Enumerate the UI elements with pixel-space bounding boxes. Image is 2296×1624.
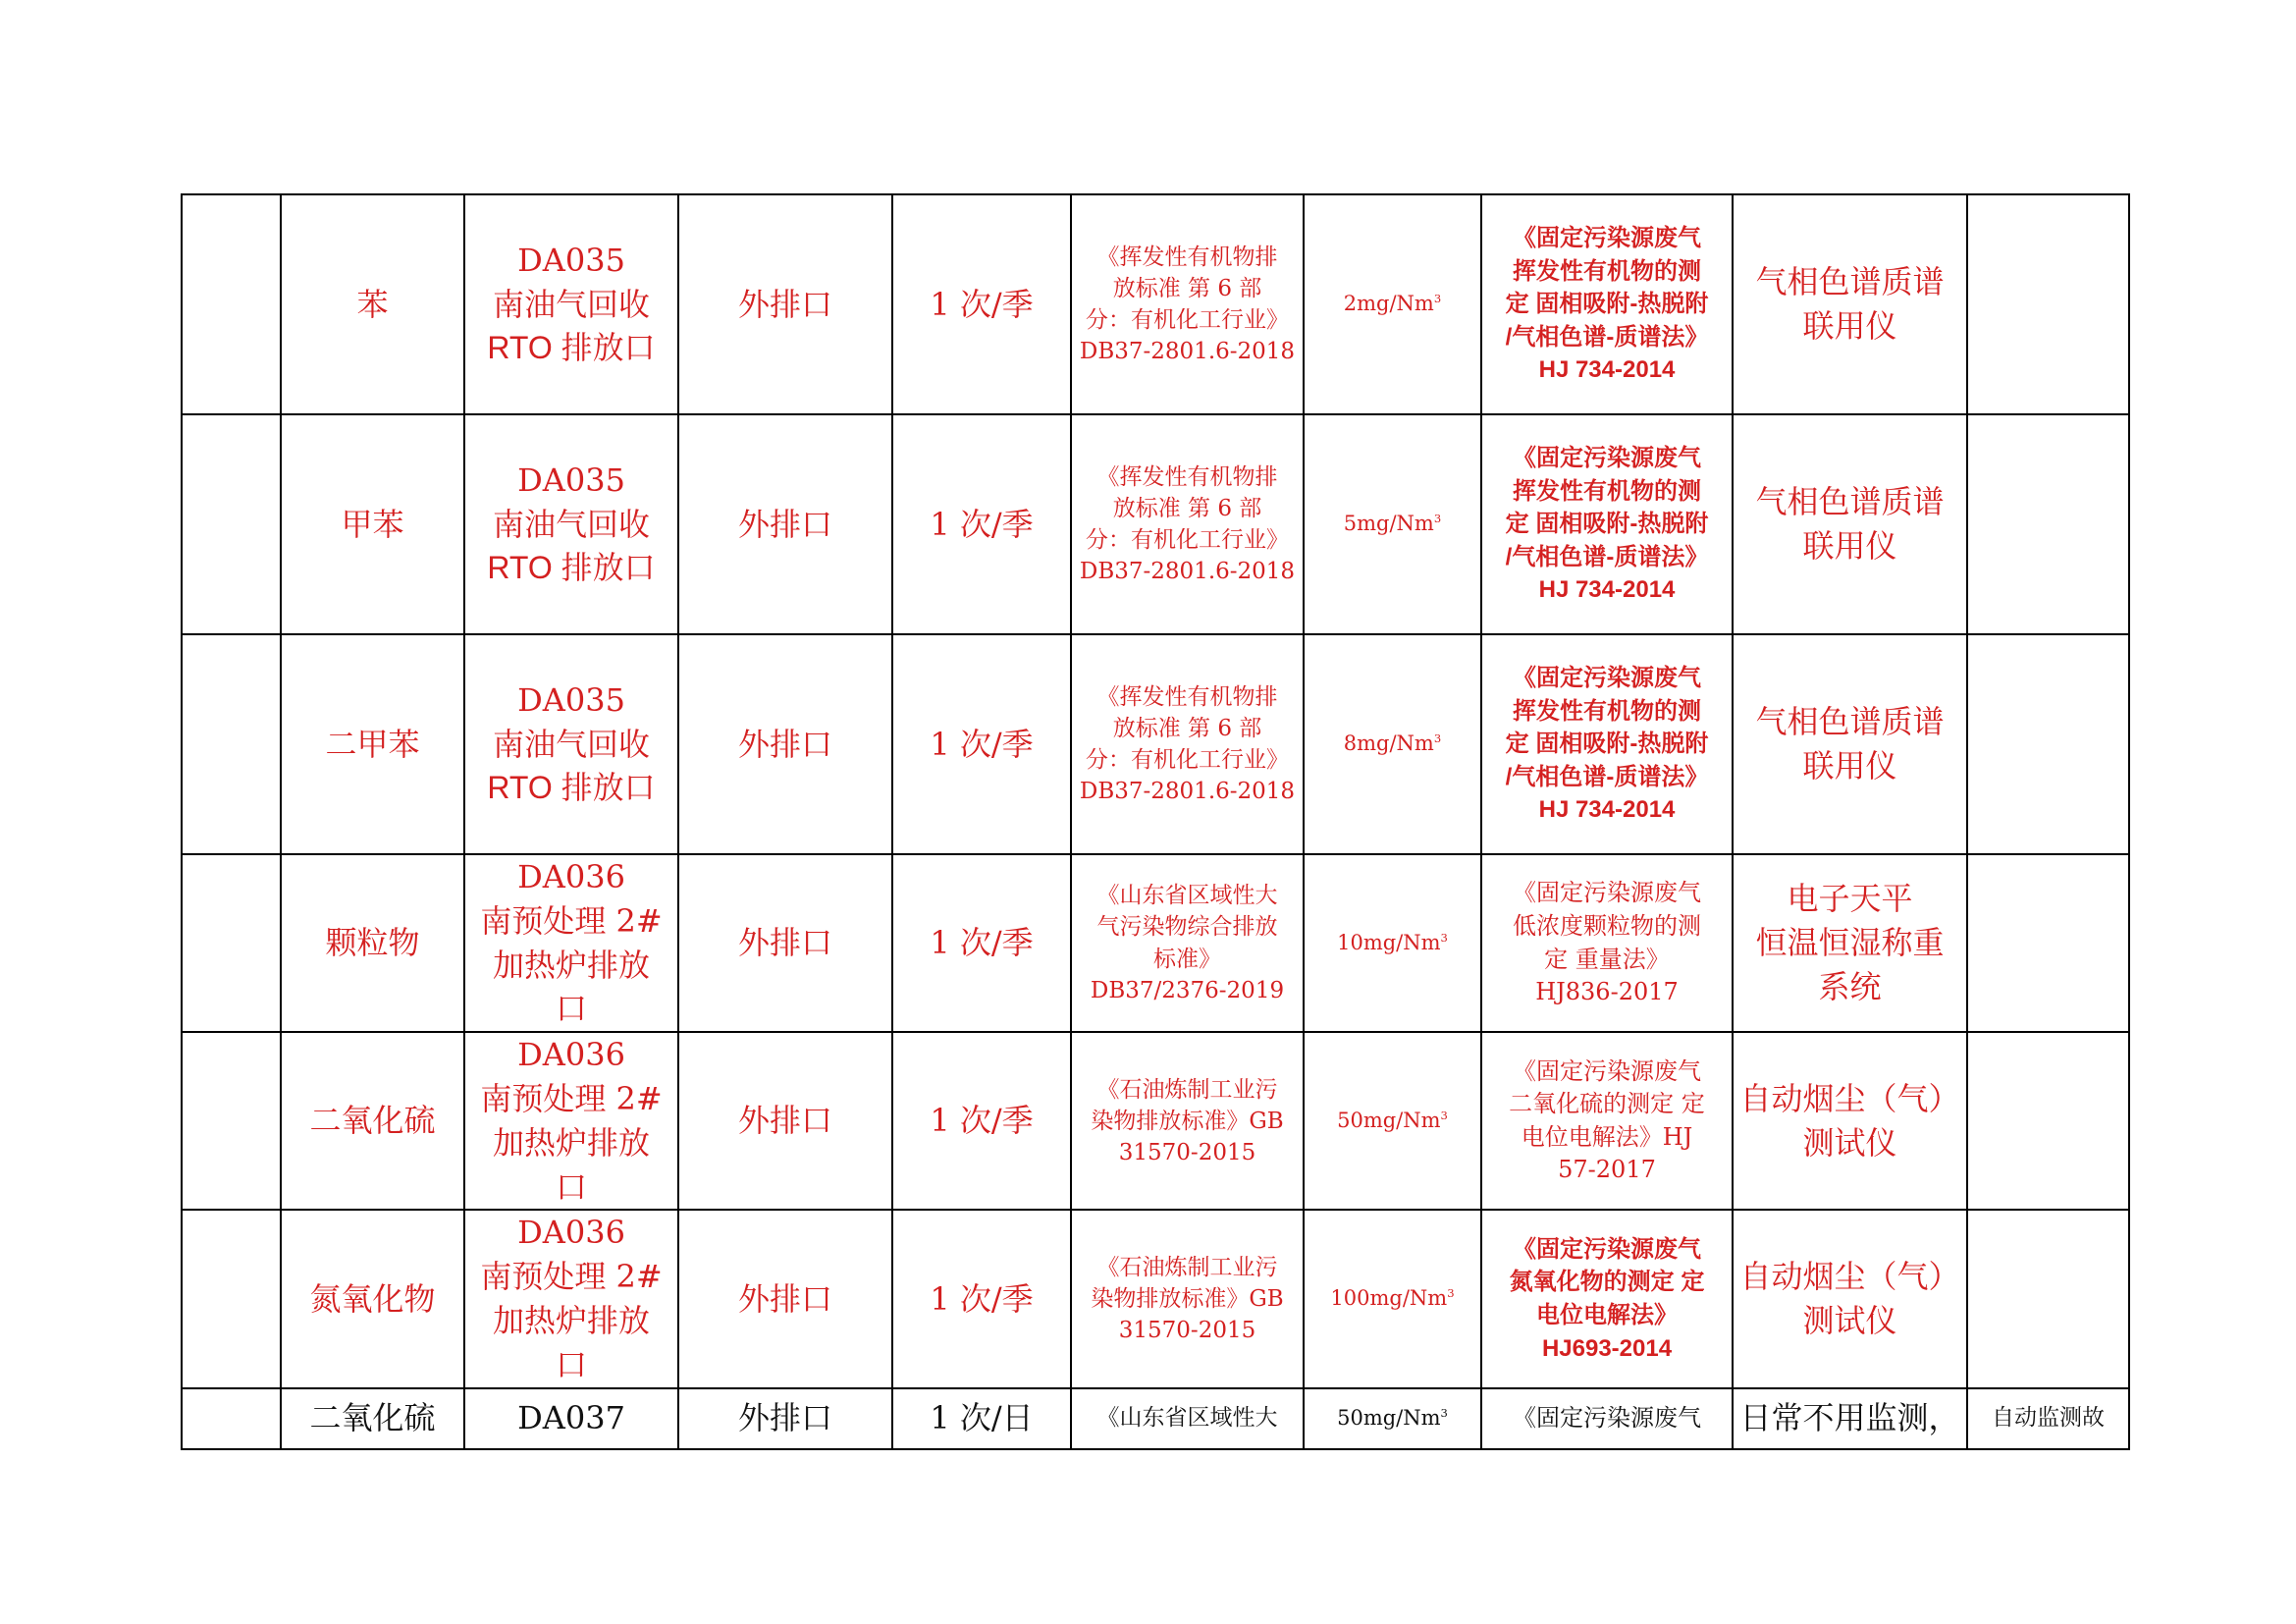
standard-cell [1071,1032,1304,1210]
cell-line: 定 固相吸附-热脱附 [1505,731,1709,758]
table-row [182,414,2129,634]
cell-line: 测试仪 [1802,1301,1897,1339]
frequency-cell: 1 次/季 [892,414,1071,634]
limit-cell [1304,194,1481,414]
outlet-line: 口 [555,1167,587,1206]
outlet-line: DA036 [517,1036,625,1074]
outlet-line: 口 [555,1345,587,1383]
cell-line: 联用仪 [1802,527,1897,565]
pollutant-cell: 二氧化硫 [281,1388,464,1449]
limit-value: 10mg/Nm [1337,930,1441,954]
limit-value: 5mg/Nm [1343,512,1434,536]
method-cell [1481,1210,1733,1387]
cell-line: 分：有机化工行业》 [1086,527,1289,553]
cell-line: 电子天平 [1787,880,1913,918]
cell-line: 染物排放标准》GB [1091,1285,1284,1312]
cell-line: 联用仪 [1802,307,1897,345]
cell-line: 放标准 第 6 部 [1112,495,1262,521]
note-cell [1967,1210,2129,1387]
outlet-line: DA035 [517,241,625,279]
limit-superscript: 3 [1440,1109,1448,1123]
cell-line: DB37/2376-2019 [1090,977,1285,1003]
cell-line: HJ836-2017 [1535,978,1679,1006]
cell-line: DB37-2801.6-2018 [1079,559,1296,585]
note-cell [1967,634,2129,854]
table-row [182,194,2129,414]
cell-line: 自动烟尘（气） [1739,1079,1960,1117]
pollutant-cell: 甲苯 [281,414,464,634]
table-row [182,1388,2129,1449]
outlet-cell [464,1210,678,1387]
instrument-cell [1733,1032,1967,1210]
cell-line: 二氧化硫的测定 定 [1509,1090,1705,1118]
pollutant-cell: 颗粒物 [281,854,464,1032]
outlet-line: 南油气回收 [492,725,650,763]
frequency-cell: 1 次/季 [892,1032,1071,1210]
frequency-cell: 1 次/季 [892,854,1071,1032]
cell-line: /气相色谱-质谱法》 [1505,763,1709,790]
outlet-line: DA036 [517,858,625,895]
outlet-cell [464,1032,678,1210]
cell-line: 《石油炼制工业污 [1096,1254,1278,1280]
location-cell: 外排口 [678,1210,892,1387]
cell-line: 分：有机化工行业》 [1086,307,1289,333]
table-body [182,194,2129,1449]
outlet-line: RTO 排放口 [487,330,656,366]
cell-line: HJ 734-2014 [1538,576,1676,604]
cell-line: 定 固相吸附-热脱附 [1505,511,1709,538]
cell-line: 低浓度颗粒物的测 [1513,912,1701,940]
note-cell [1967,1032,2129,1210]
limit-superscript: 3 [1447,1286,1455,1301]
frequency-cell: 1 次/日 [892,1388,1071,1449]
outlet-line: 加热炉排放 [492,946,650,984]
table-row [182,1032,2129,1210]
pollutant-cell: 二甲苯 [281,634,464,854]
limit-value: 50mg/Nm [1337,1109,1441,1133]
cell-line: 定 固相吸附-热脱附 [1505,291,1709,318]
monitoring-table [181,193,2130,1450]
outlet-cell [464,414,678,634]
cell-line: 挥发性有机物的测 [1513,477,1701,505]
pollutant-cell: 二氧化硫 [281,1032,464,1210]
cell-line: 《挥发性有机物排 [1096,244,1278,270]
limit-cell [1304,1388,1481,1449]
cell-line: 系统 [1818,967,1882,1005]
outlet-line: DA035 [517,680,625,719]
index-cell [182,634,281,854]
cell-line: 氮氧化物的测定 定 [1509,1269,1705,1296]
standard-cell [1071,854,1304,1032]
cell-line: 染物排放标准》GB [1091,1108,1284,1134]
index-cell [182,194,281,414]
cell-line: 《固定污染源废气 [1513,1235,1701,1263]
outlet-line: 南油气回收 [492,505,650,543]
outlet-line: DA037 [517,1399,625,1437]
cell-line: 气相色谱质谱 [1755,703,1945,741]
outlet-line: DA035 [517,460,625,499]
table-row [182,634,2129,854]
cell-line: 《固定污染源废气 [1513,445,1701,472]
frequency-cell: 1 次/季 [892,634,1071,854]
cell-line: 《挥发性有机物排 [1096,683,1278,710]
cell-line: 恒温恒湿称重 [1755,924,1945,962]
cell-line: 日常不用监测， [1739,1399,1960,1437]
outlet-line: RTO 排放口 [487,550,656,586]
method-cell [1481,1032,1733,1210]
outlet-line: RTO 排放口 [487,770,656,806]
limit-cell [1304,634,1481,854]
location-cell: 外排口 [678,194,892,414]
cell-line: /气相色谱-质谱法》 [1505,543,1709,570]
cell-line: HJ 734-2014 [1538,796,1676,824]
cell-line: 挥发性有机物的测 [1513,257,1701,285]
note-cell: 自动监测故 [1967,1388,2129,1449]
limit-superscript: 3 [1440,930,1448,945]
cell-line: 《固定污染源废气 [1513,1403,1701,1432]
cell-line: 电位电解法》HJ [1521,1122,1693,1151]
outlet-line: 口 [555,990,587,1028]
limit-superscript: 3 [1440,1405,1448,1420]
outlet-line: 南预处理 2# [480,1258,663,1296]
index-cell [182,1388,281,1449]
index-cell [182,1032,281,1210]
cell-line: 《固定污染源废气 [1513,225,1701,252]
limit-superscript: 3 [1433,731,1442,746]
cell-line: 分：有机化工行业》 [1086,747,1289,773]
cell-line: 31570-2015 [1118,1318,1256,1344]
standard-cell [1071,1388,1304,1449]
cell-line: HJ 734-2014 [1538,356,1676,384]
note-cell [1967,854,2129,1032]
cell-line: 放标准 第 6 部 [1112,715,1262,741]
cell-line: 《挥发性有机物排 [1096,463,1278,490]
note-cell [1967,194,2129,414]
location-cell: 外排口 [678,1032,892,1210]
note-cell [1967,414,2129,634]
method-cell [1481,194,1733,414]
table-row [182,1210,2129,1387]
cell-line: 挥发性有机物的测 [1513,697,1701,725]
outlet-line: 南油气回收 [492,285,650,323]
cell-line: 《固定污染源废气 [1513,665,1701,692]
instrument-cell [1733,414,1967,634]
outlet-cell [464,634,678,854]
method-cell [1481,414,1733,634]
cell-line: 气相色谱质谱 [1755,263,1945,301]
limit-superscript: 3 [1433,292,1442,306]
cell-line: 定 重量法》 [1544,945,1670,973]
limit-value: 2mg/Nm [1343,292,1434,316]
limit-cell [1304,414,1481,634]
outlet-cell [464,1388,678,1449]
instrument-cell [1733,1388,1967,1449]
pollutant-cell: 苯 [281,194,464,414]
frequency-cell: 1 次/季 [892,194,1071,414]
cell-line: 57-2017 [1558,1156,1656,1184]
cell-line: 气相色谱质谱 [1755,483,1945,521]
table-row [182,854,2129,1032]
index-cell [182,1210,281,1387]
location-cell: 外排口 [678,634,892,854]
method-cell [1481,634,1733,854]
instrument-cell [1733,1210,1967,1387]
cell-line: 《固定污染源废气 [1513,1056,1701,1085]
standard-cell [1071,634,1304,854]
cell-line: 31570-2015 [1118,1139,1256,1165]
index-cell [182,854,281,1032]
limit-value: 100mg/Nm [1330,1286,1448,1311]
cell-line: 联用仪 [1802,747,1897,785]
outlet-cell [464,854,678,1032]
cell-line: DB37-2801.6-2018 [1079,779,1296,805]
location-cell: 外排口 [678,1388,892,1449]
cell-line: 《山东省区域性大 [1096,1405,1278,1432]
cell-line: HJ693-2014 [1541,1334,1673,1362]
cell-line: 自动烟尘（气） [1739,1258,1960,1296]
cell-line: 放标准 第 6 部 [1112,275,1262,301]
instrument-cell [1733,634,1967,854]
outlet-line: 加热炉排放 [492,1123,650,1162]
cell-line: DB37-2801.6-2018 [1079,339,1296,365]
limit-value: 50mg/Nm [1337,1405,1441,1430]
cell-line: 测试仪 [1802,1123,1897,1162]
frequency-cell: 1 次/季 [892,1210,1071,1387]
outlet-cell [464,194,678,414]
cell-line: /气相色谱-质谱法》 [1505,323,1709,351]
method-cell [1481,854,1733,1032]
cell-line: 电位电解法》 [1536,1301,1678,1328]
outlet-line: 加热炉排放 [492,1301,650,1339]
index-cell [182,414,281,634]
instrument-cell [1733,854,1967,1032]
outlet-line: DA036 [517,1214,625,1252]
cell-line: 《固定污染源废气 [1513,879,1701,907]
cell-line: 气污染物综合排放 [1096,914,1278,941]
location-cell: 外排口 [678,414,892,634]
instrument-cell [1733,194,1967,414]
location-cell: 外排口 [678,854,892,1032]
outlet-line: 南预处理 2# [480,901,663,940]
cell-line: 《山东省区域性大 [1096,883,1278,909]
limit-cell [1304,1032,1481,1210]
limit-cell [1304,1210,1481,1387]
standard-cell [1071,1210,1304,1387]
limit-cell [1304,854,1481,1032]
cell-line: 《石油炼制工业污 [1096,1076,1278,1103]
standard-cell [1071,414,1304,634]
standard-cell [1071,194,1304,414]
pollutant-cell: 氮氧化物 [281,1210,464,1387]
outlet-line: 南预处理 2# [480,1079,663,1117]
method-cell [1481,1388,1733,1449]
limit-value: 8mg/Nm [1343,731,1434,756]
limit-superscript: 3 [1433,512,1442,526]
cell-line: 标准》 [1153,946,1221,972]
